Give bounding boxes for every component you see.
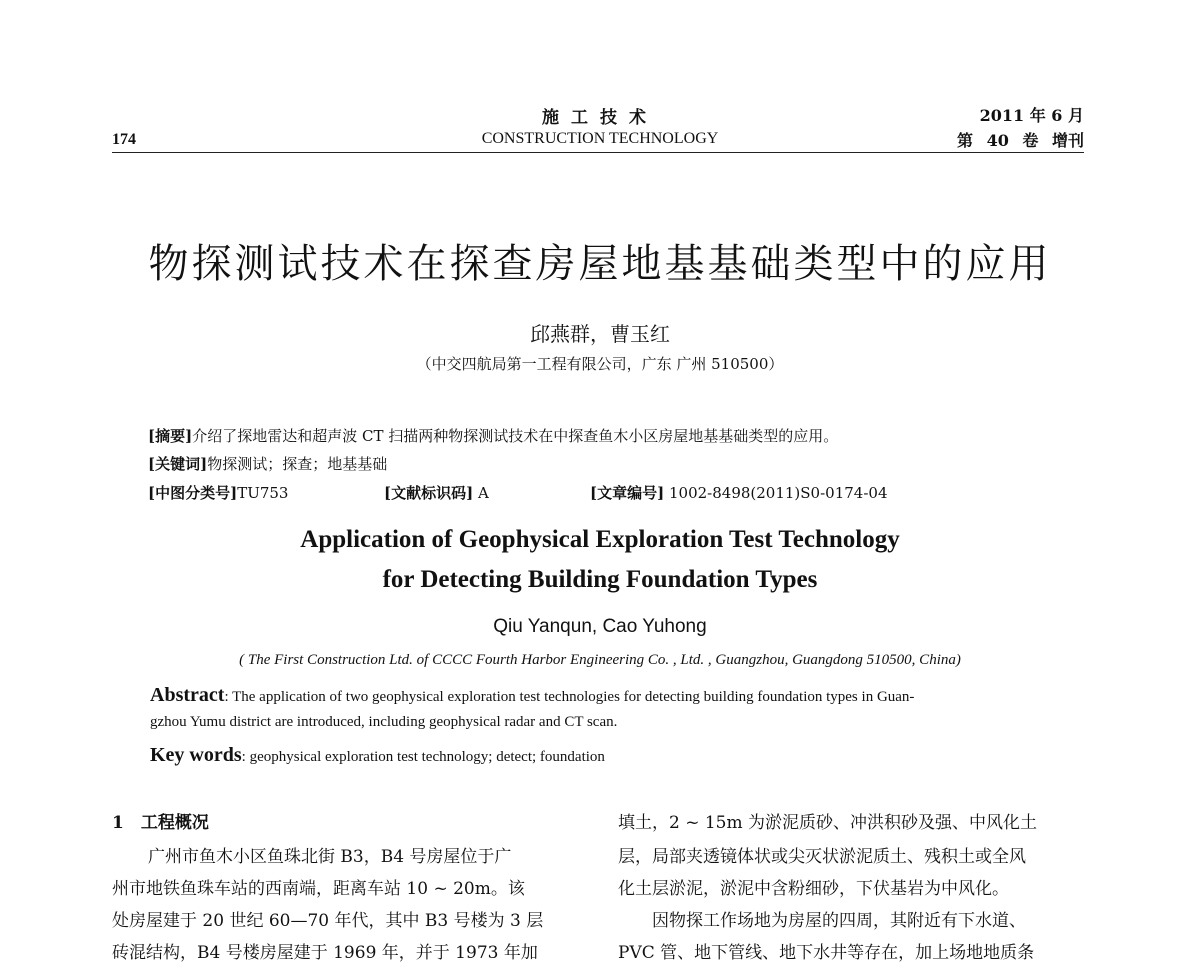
article-no-value: 1002-8498(2011)S0-0174-04 — [668, 484, 888, 502]
abstract-cn-text: 介绍了探地雷达和超声波 CT 扫描两种物探测试技术在中探查鱼木小区房屋地基基础类型的应用。 — [192, 427, 839, 445]
abstract-cn-label: [摘要] — [148, 427, 193, 445]
authors-cn: 邱燕群，曹玉红 — [530, 322, 670, 346]
abstract-en: Abstract: The application of two geophysical exploration test technologies for detecting building foundation types in Guan- — [150, 684, 915, 706]
article-number — [590, 482, 888, 503]
clc-number — [148, 482, 288, 503]
keywords-en: Key words: geophysical exploration test technology; detect; foundation — [150, 744, 605, 766]
keywords-cn-label: [关键词] — [148, 455, 208, 473]
abstract-en-line1: The application of two geophysical exploration test technologies for detecting building foundation types in Guan- — [232, 689, 915, 705]
body-left-line-4: 砖混结构，B4 号楼房屋建于 1969 年，并于 1973 年加 — [112, 943, 538, 963]
doc-code-value: A — [477, 484, 489, 502]
document-code — [384, 482, 489, 503]
body-left-line-3: 处房屋建于 20 世纪 60—70 年代，其中 B3 号楼为 3 层 — [112, 911, 544, 931]
clc-label: [中图分类号] — [148, 484, 238, 502]
abstract-en-label: Abstract — [150, 684, 225, 706]
body-right-line-3: 化土层淤泥，淤泥中含粉细砂，下伏基岩为中风化。 — [618, 879, 1009, 899]
keywords-cn — [148, 453, 387, 474]
doc-code-label: [文献标识码] — [384, 484, 474, 502]
journal-name-en: CONSTRUCTION TECHNOLOGY — [481, 130, 719, 147]
affiliation-cn: （中交四航局第一工程有限公司，广东 广州 510500） — [416, 355, 784, 373]
affiliation-en: ( The First Construction Ltd. of CCCC Fourth Harbor Engineering Co. , Ltd. , Guangzhou, Guangdong 510500, China) — [239, 652, 961, 668]
keywords-en-text: geophysical exploration test technology; detect; foundation — [249, 749, 605, 765]
abstract-cn — [148, 425, 838, 446]
body-right-line-4: 因物探工作场地为房屋的四周，其附近有下水道、 — [652, 911, 1026, 931]
body-right-line-1: 填土，2 ~ 15m 为淤泥质砂、冲洪积砂及强、中风化土 — [618, 813, 1038, 833]
section-1-heading: 1 工程概况 — [112, 813, 209, 833]
page-number: 174 — [112, 131, 136, 148]
abstract-en-line2: gzhou Yumu district are introduced, including geophysical radar and CT scan. — [150, 714, 618, 730]
issue-date: 2011 年 6 月 — [979, 106, 1084, 125]
body-left-line-2: 州市地铁鱼珠车站的西南端，距离车站 10 ~ 20m。该 — [112, 879, 525, 899]
clc-value: TU753 — [237, 484, 289, 502]
journal-name-cn: 施工技术 — [542, 108, 658, 128]
article-title-en-line2: for Detecting Building Foundation Types — [382, 566, 818, 593]
issue-volume: 第 40 卷 增刊 — [957, 131, 1084, 150]
body-right-line-5: PVC 管、地下管线、地下水井等存在，加上场地地质条 — [618, 943, 1035, 963]
article-title-cn: 物探测试技术在探查房屋地基基础类型中的应用 — [148, 241, 1052, 287]
body-right-line-2: 层，局部夹透镜体状或尖灭状淤泥质土、残积土或全风 — [618, 847, 1026, 867]
header-rule — [112, 152, 1084, 153]
article-title-en-line1: Application of Geophysical Exploration Test Technology — [300, 526, 900, 553]
body-left-line-1: 广州市鱼木小区鱼珠北街 B3，B4 号房屋位于广 — [148, 847, 512, 867]
article-no-label: [文章编号] — [590, 484, 665, 502]
authors-en: Qiu Yanqun, Cao Yuhong — [493, 616, 707, 637]
keywords-cn-text: 物探测试；探查；地基基础 — [207, 455, 388, 473]
keywords-en-label: Key words — [150, 744, 242, 766]
